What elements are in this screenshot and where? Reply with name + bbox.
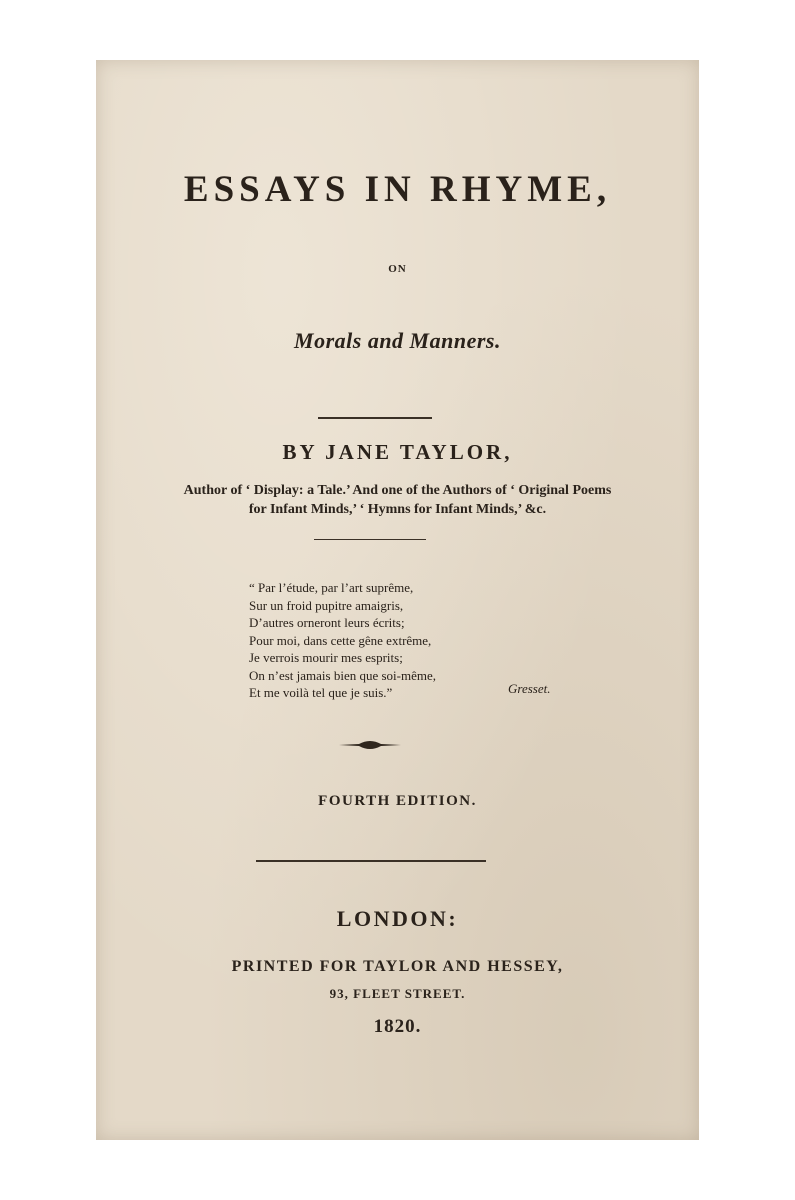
imprint-address: 93, FLEET STREET. [329,986,466,1001]
epigraph-verse [249,579,436,702]
verse-line: Et me voilà tel que je suis.” [249,685,393,700]
title-connector: ON [388,263,407,275]
author-credits-line: for Infant Minds,’ ‘ Hymns for Infant Minds,’ &c. [248,502,547,517]
author-credits [96,481,699,519]
title-page [96,60,699,1140]
ornament-icon [339,735,401,755]
verse-line: Sur un froid pupitre amaigris, [249,597,404,613]
book-subtitle: Morals and Manners. [294,328,501,353]
verse-line: Pour moi, dans cette gêne extrême, [249,632,432,648]
author-line: BY JANE TAYLOR, [282,440,513,464]
verse-line: On n’est jamais bien que soi-même, [249,667,437,683]
divider-rule [256,860,486,862]
book-title: ESSAYS IN RHYME, [183,169,612,210]
verse-line: “ Par l’étude, par l’art suprême, [249,580,414,595]
imprint-city: LONDON: [336,906,459,931]
divider-rule [314,539,426,540]
divider-rule [318,417,432,419]
imprint-printer: PRINTED FOR TAYLOR AND HESSEY, [231,958,564,975]
imprint-year: 1820. [373,1016,422,1037]
epigraph-attribution: Gresset. [508,681,551,696]
verse-line: D’autres orneront leurs écrits; [249,615,405,630]
author-credits-line: Author of ‘ Display: a Tale.’ And one of the Authors of ‘ Original Poems [183,483,612,498]
edition-label: FOURTH EDITION. [318,793,477,809]
verse-line: Je verrois mourir mes esprits; [249,650,403,665]
